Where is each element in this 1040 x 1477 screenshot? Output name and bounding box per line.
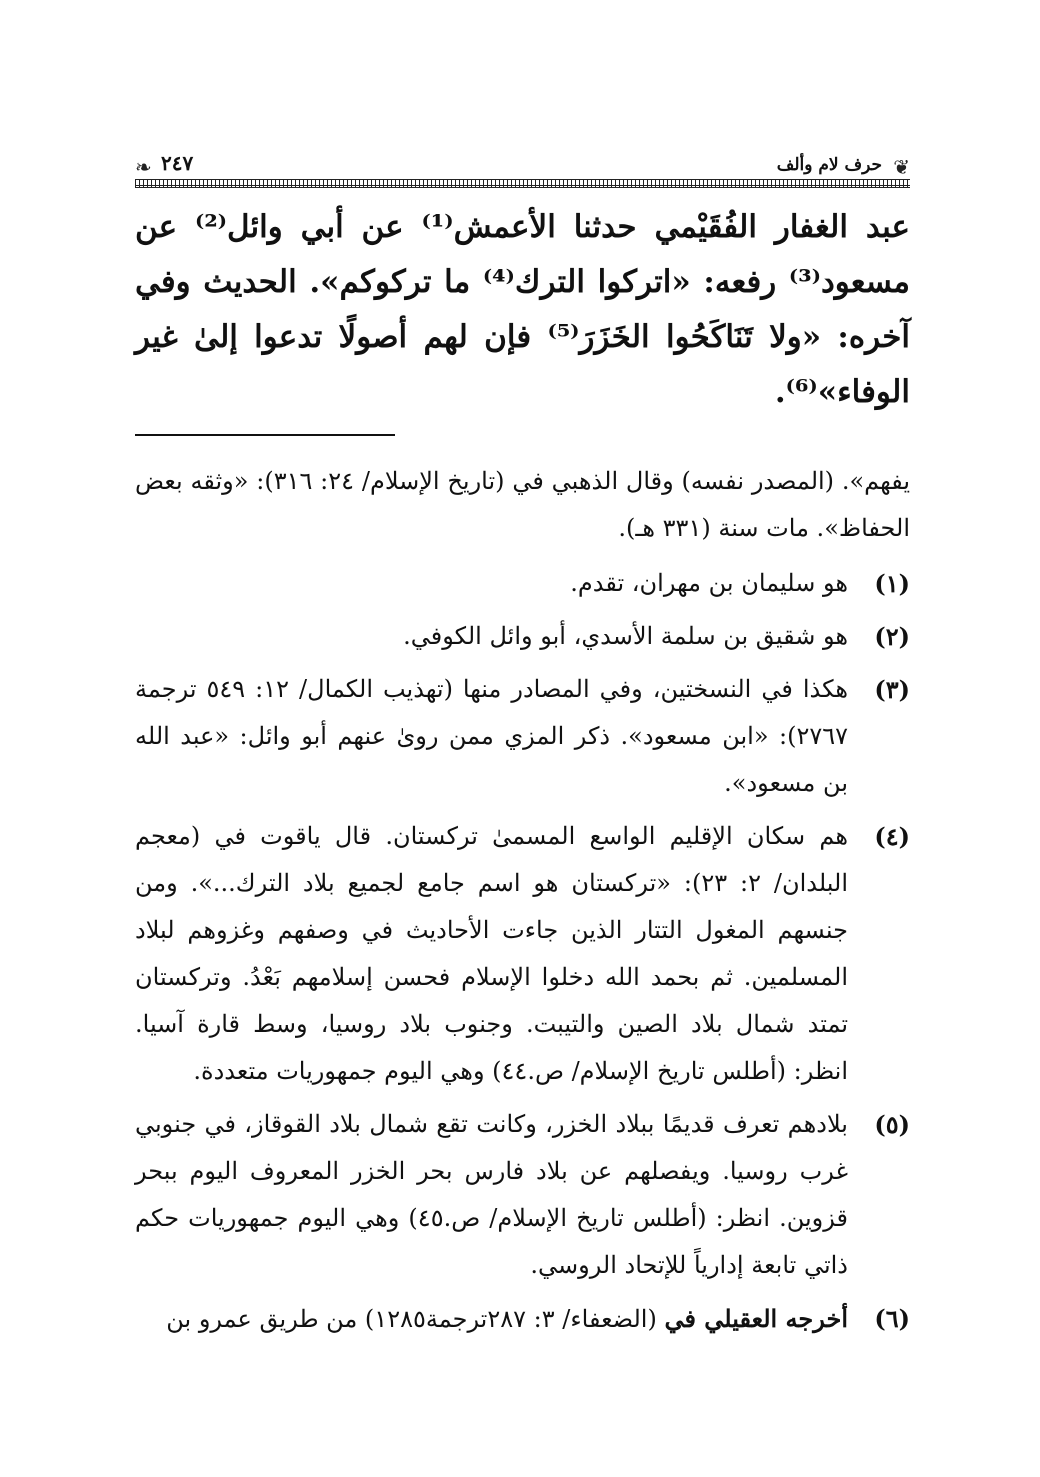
header-rule <box>135 179 910 188</box>
footnote-number: (٢) <box>874 622 910 651</box>
footnote-number: (٣) <box>874 675 910 704</box>
page-number: ٢٤٧ <box>161 151 194 175</box>
footnote-4 <box>135 813 910 1095</box>
footnote-5 <box>135 1101 910 1289</box>
footnote-text: هم سكان الإقليم الواسع المسمىٰ تركستان. قال ياقوت في (معجم البلدان/ ٢: ٢٣): «تركستان هو اسم جامع لجميع بلاد الترك...». ومن جنسهم المغول التتار الذين جاءت الأحاديث في وصفهم وغزوهم لبلاد المسلمين. ثم بحمد الله دخلوا الإسلام فحسن إسلامهم بَعْدُ. وتركستان تمتد شمال بلاد الصين والتيبت. وجنوب بلاد روسيا، وسط قارة آسيا. انظر: (أطلس تاريخ الإسلام/ ص.٤٤) وهي اليوم جمهوريات متعددة. <box>135 822 849 1085</box>
footnote-2 <box>135 613 910 660</box>
footnote-number: (٥) <box>874 1110 910 1139</box>
footnote-3 <box>135 666 910 807</box>
ornament-left-icon: ❧ <box>135 155 152 179</box>
footnote-text: بلادهم تعرف قديمًا ببلاد الخزر، وكانت تقع شمال بلاد القوقاز، في جنوبي غرب روسيا. ويفصلهم عن بلاد فارس بحر الخزر المعروف اليوم ببحر قزوين. انظر: (أطلس تاريخ الإسلام/ ص.٤٥) وهي اليوم جمهوريات حكم ذاتي تابعة إدارياً للإتحاد الروسي. <box>135 1110 848 1279</box>
footnote-number: (١) <box>874 569 910 598</box>
footnote-text: هو سليمان بن مهران، تقدم. <box>570 569 848 597</box>
footnote-bold-lead: أخرجه العقيلي في <box>664 1304 848 1333</box>
footnote-text: هو شقيق بن سلمة الأسدي، أبو وائل الكوفي. <box>403 622 848 650</box>
footnote-6 <box>135 1295 910 1343</box>
footnote-text: هكذا في النسختين، وفي المصادر منها (تهذيب الكمال/ ١٢: ٥٤٩ ترجمة ٢٧٦٧): «ابن مسعود». ذكر المزي ممن روىٰ عنهم أبو وائل: «عبد الله بن مسعود». <box>135 675 848 797</box>
footnotes <box>135 458 910 1343</box>
chapter-title: حرف لام وألف <box>776 155 882 175</box>
footnote-separator <box>135 434 395 436</box>
main-text <box>135 200 910 420</box>
footnote-number: (٦) <box>874 1304 910 1333</box>
footnote-tail: (الضعفاء/ ٣: ٢٨٧ترجمة١٢٨٥) من طريق عمرو بن <box>166 1305 665 1333</box>
footnote-1 <box>135 560 910 607</box>
main-paragraph: عبد الغفار الفُقَيْمي حدثنا الأعمش⁽¹⁾ عن أبي وائل⁽²⁾ عن مسعود⁽³⁾ رفعه: «اتركوا الترك⁽⁴⁾ ما تركوكم». الحديث وفي آخره: «ولا تَنَاكَحُوا الخَزَرَ⁽⁵⁾ فإن لهم أصولًا تدعوا إلىٰ غير الوفاء»⁽⁶⁾. <box>135 209 911 410</box>
footnote-continuation: يفهم». (المصدر نفسه) وقال الذهبي في (تاريخ الإسلام/ ٢٤: ٣١٦): «وثقه بعض الحفاظ». مات سنة (٣٣١ هـ). <box>135 467 911 542</box>
page <box>135 145 910 1349</box>
page-header <box>135 145 910 179</box>
footnote-text <box>135 1295 848 1343</box>
footnote-number: (٤) <box>874 822 910 851</box>
ornament-right-icon: ❦ <box>893 155 910 179</box>
